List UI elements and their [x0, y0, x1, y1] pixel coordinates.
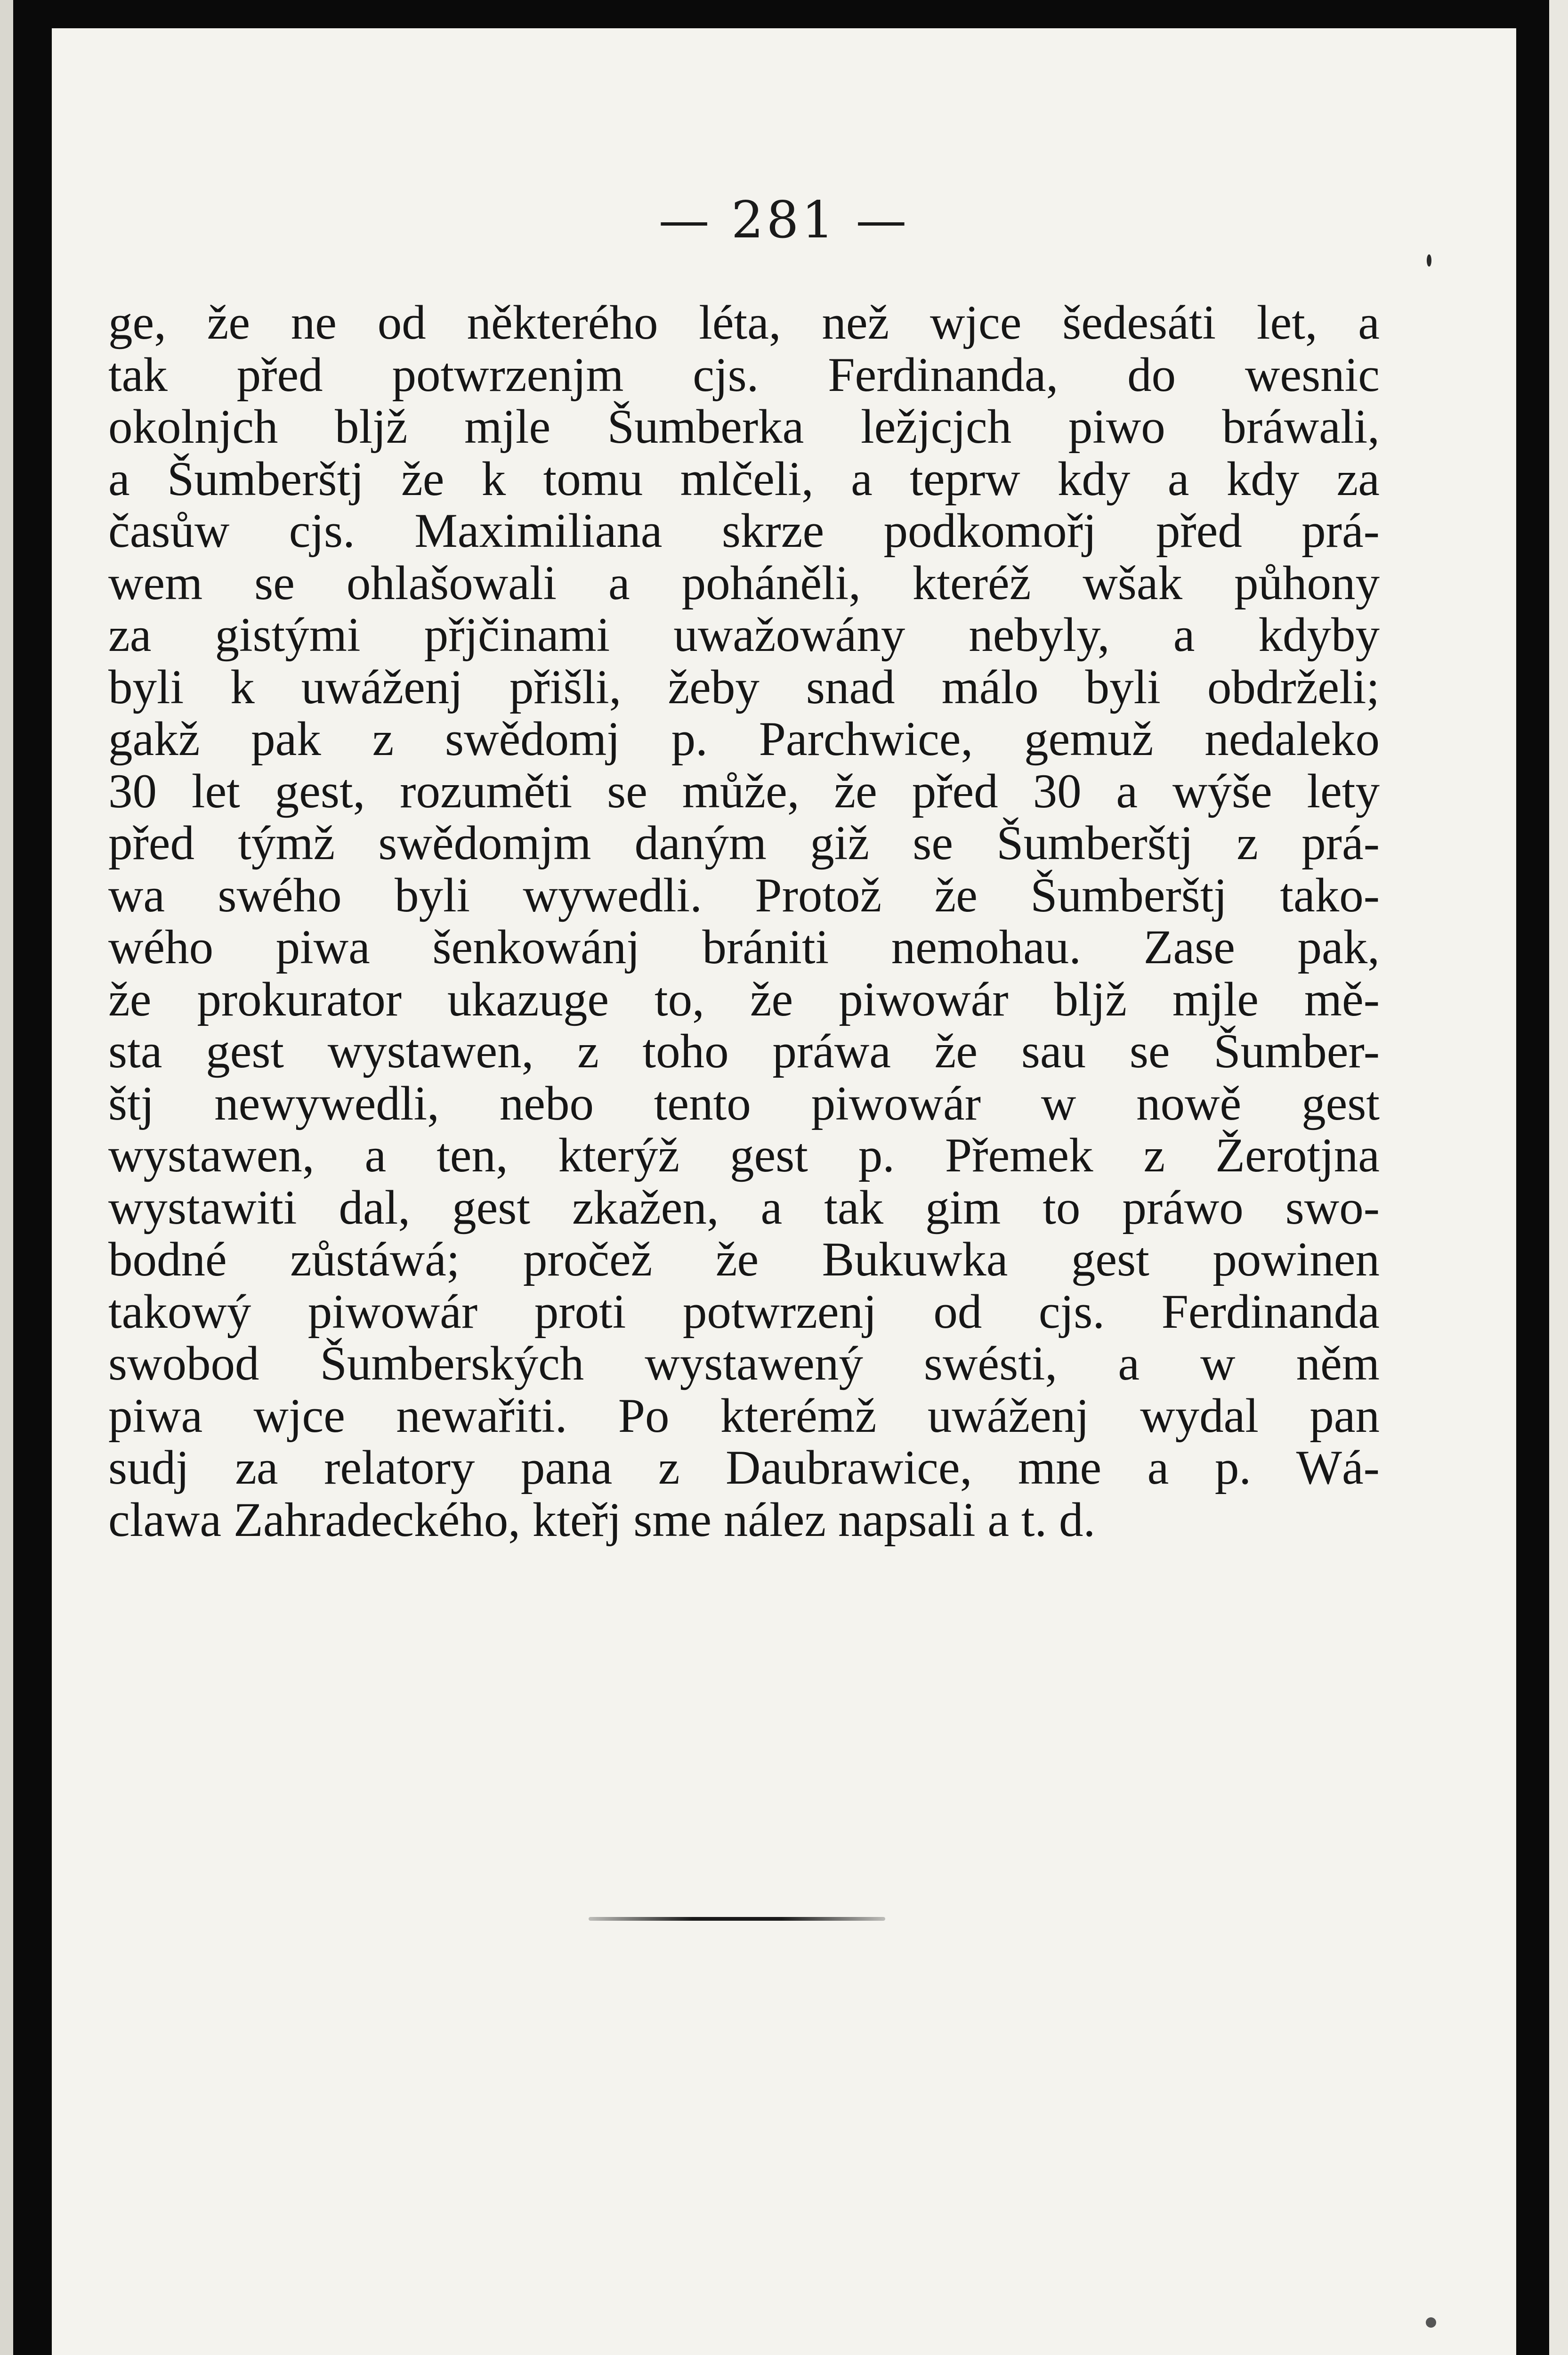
- page-number-header: — 281 —: [658, 191, 910, 250]
- text-line: časůw cjs. Maximiliana skrze podkomořj před prá-: [108, 504, 1380, 558]
- ink-speck: [1427, 254, 1431, 267]
- text-line: wystawen, a ten, kterýž gest p. Přemek z Žerotjna: [108, 1129, 1380, 1182]
- text-line: clawa Zahradeckého, kteřj sme nález napsali a t. d.: [108, 1493, 1096, 1547]
- text-line: wého piwa šenkowánj brániti nemohau. Zase pak,: [108, 920, 1380, 974]
- text-line: ge, že ne od některého léta, než wjce šedesáti let, a: [108, 296, 1380, 349]
- text-line: piwa wjce newařiti. Po kterémž uwáženj wydal pan: [108, 1389, 1380, 1443]
- text-line: swobod Šumberských wystawený swésti, a w něm: [108, 1337, 1380, 1390]
- text-line: sta gest wystawen, z toho práwa že sau se Šumber-: [108, 1024, 1380, 1078]
- text-line: za gistými přjčinami uwažowány nebyly, a kdyby: [108, 608, 1380, 662]
- text-line: před týmž swědomjm daným giž se Šumberštj z prá-: [108, 816, 1380, 870]
- text-line: gakž pak z swědomj p. Parchwice, gemuž nedaleko: [108, 712, 1380, 766]
- section-end-rule: [589, 1917, 885, 1921]
- ink-speck: [1426, 2317, 1436, 2328]
- page-right-edge: [1549, 0, 1568, 2355]
- text-line: bodné zůstáwá; pročež že Bukuwka gest powinen: [108, 1233, 1380, 1286]
- text-line: sudj za relatory pana z Daubrawice, mne a p. Wá-: [108, 1441, 1380, 1494]
- text-line: byli k uwáženj přišli, žeby snad málo byli obdrželi;: [108, 660, 1380, 714]
- page-left-edge: [0, 0, 13, 2355]
- text-line: wystawiti dal, gest zkažen, a tak gim to práwo swo-: [108, 1180, 1380, 1234]
- text-line: štj newywedli, nebo tento piwowár w nowě gest: [108, 1076, 1380, 1130]
- text-line: okolnjch bljž mjle Šumberka ležjcjch piwo bráwali,: [108, 400, 1380, 454]
- text-line: tak před potwrzenjm cjs. Ferdinanda, do wesnic: [108, 348, 1380, 402]
- text-line: wem se ohlašowali a poháněli, kteréž wšak půhony: [108, 556, 1380, 610]
- body-text: [108, 297, 1380, 1546]
- text-line: že prokurator ukazuge to, že piwowár bljž mjle mě-: [108, 972, 1380, 1026]
- text-line: takowý piwowár proti potwrzenj od cjs. Ferdinanda: [108, 1284, 1380, 1339]
- text-line: a Šumberštj že k tomu mlčeli, a teprw kdy a kdy za: [108, 452, 1380, 506]
- book-page: [52, 28, 1516, 2355]
- text-line: 30 let gest, rozuměti se může, že před 30 a wýše lety: [108, 764, 1380, 818]
- text-line: wa swého byli wywedli. Protož že Šumberštj tako-: [108, 868, 1380, 922]
